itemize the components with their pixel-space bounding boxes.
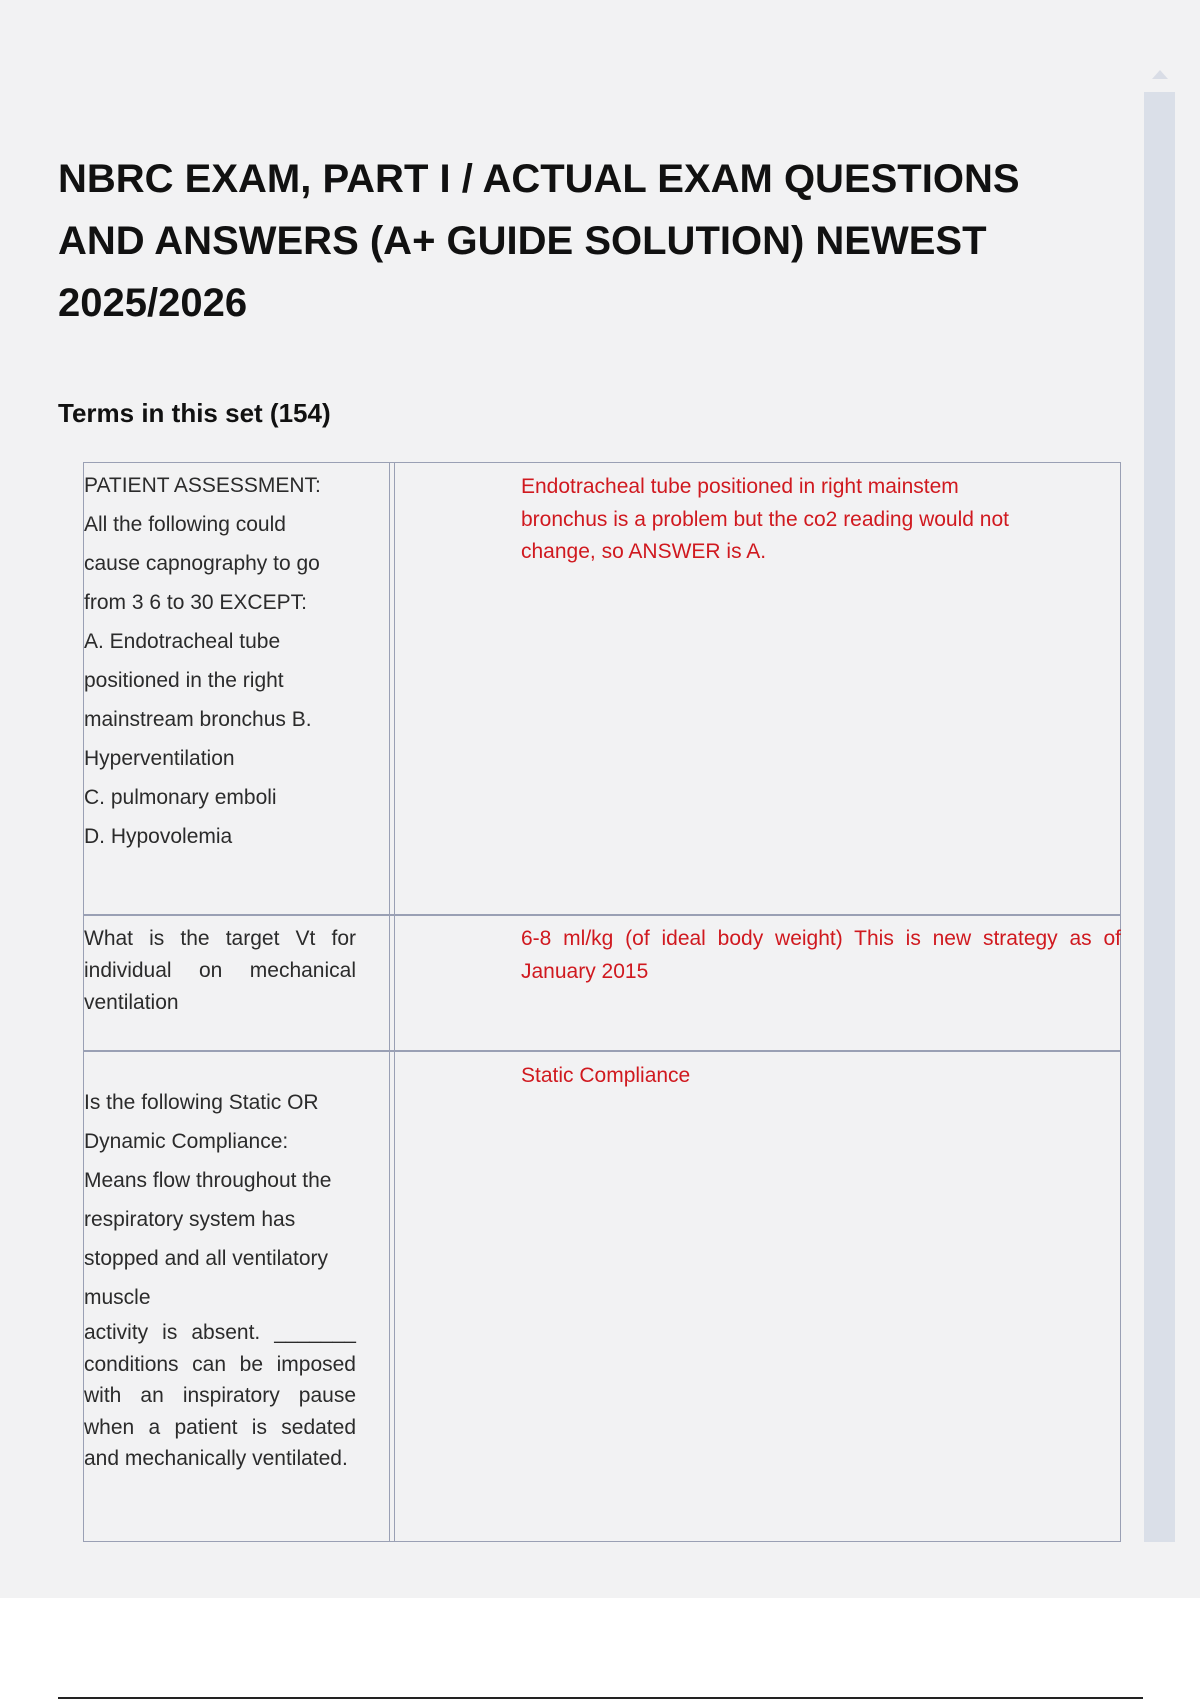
table-row: [84, 916, 1120, 1050]
vertical-scrollbar[interactable]: [1144, 92, 1175, 1542]
term-line: Hyperventilation: [84, 747, 235, 770]
term-line: PATIENT ASSESSMENT:: [84, 474, 321, 497]
footer-divider: [58, 1697, 1143, 1699]
definition-line: Endotracheal tube positioned in right mainstem: [521, 475, 959, 498]
term-text: What is the target Vt for individual on mechanical ventilation: [84, 927, 356, 1014]
flashcard-table: [83, 462, 1121, 1542]
definition-line: bronchus is a problem but the co2 reading would not: [521, 507, 1009, 531]
term-line: positioned in the right: [84, 669, 284, 692]
definition-cell: [394, 1052, 1120, 1541]
term-text: [84, 1083, 332, 1317]
term-line: mainstream bronchus B.: [84, 708, 312, 731]
title-line: NBRC EXAM, PART I / ACTUAL EXAM QUESTIONS: [58, 157, 1020, 201]
definition-cell: [394, 916, 1120, 1050]
term-line: D. Hypovolemia: [84, 825, 233, 848]
term-line: stopped and all ventilatory: [84, 1247, 328, 1270]
term-line: All the following could: [84, 513, 286, 536]
definition-text: [521, 471, 1009, 569]
table-row: [84, 1052, 1120, 1541]
term-line: Dynamic Compliance:: [84, 1130, 289, 1153]
term-cell: [84, 916, 390, 1050]
definition-text: Static Compliance: [521, 1064, 691, 1087]
scroll-up-arrow-icon[interactable]: [1152, 70, 1168, 79]
term-line: Means flow throughout the: [84, 1169, 332, 1192]
term-line: Is the following Static OR: [84, 1091, 319, 1114]
term-line: A. Endotracheal tube: [84, 630, 281, 653]
page-title: [58, 148, 1058, 334]
term-line: cause capnography to go: [84, 552, 320, 575]
definition-line: change, so ANSWER is A.: [521, 540, 767, 563]
term-cell: [84, 1052, 390, 1541]
term-line: respiratory system has: [84, 1208, 296, 1231]
term-line: from 3 6 to 30 EXCEPT:: [84, 591, 307, 614]
table-row: [84, 463, 1120, 914]
term-text: [84, 466, 321, 856]
title-line: 2025/2026: [58, 281, 248, 325]
definition-text: 6-8 ml/kg (of ideal body weight) This is new strategy as of January 2015: [521, 927, 1121, 983]
terms-count-heading: Terms in this set (154): [58, 398, 331, 428]
definition-cell: [394, 463, 1120, 914]
title-line: AND ANSWERS (A+ GUIDE SOLUTION) NEWEST: [58, 219, 987, 263]
term-line: C. pulmonary emboli: [84, 786, 277, 809]
term-line: muscle: [84, 1286, 151, 1309]
term-text-continued: activity is absent. _______ conditions can be imposed with an inspiratory pause when a patient is sedated and mechanically ventilated.: [84, 1321, 356, 1470]
term-cell: [84, 463, 390, 914]
